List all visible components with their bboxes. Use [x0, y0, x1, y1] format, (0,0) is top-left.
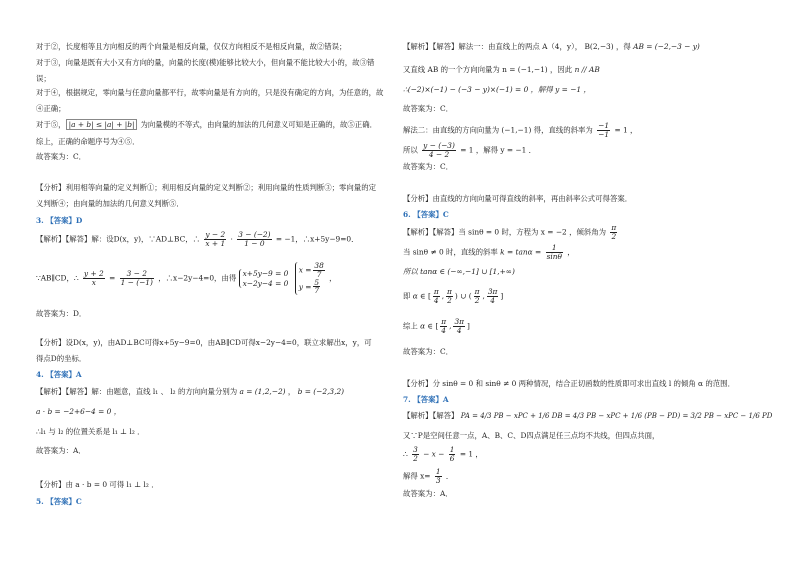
equation: x−2y−4 = 0	[242, 278, 289, 288]
text-line: 故答案为：D．	[36, 309, 87, 318]
text-line: 故答案为：C．	[403, 162, 453, 171]
analysis-line: 得点D的坐标．	[36, 354, 87, 363]
text-segment: = 1 ，	[459, 449, 483, 459]
text-line: 误；	[36, 74, 51, 83]
fraction	[412, 446, 419, 463]
solution-line	[403, 224, 619, 241]
interval: [ $\frac{\pi}{4}$ , $\frac{3\pi}{4}$ ]	[435, 317, 470, 335]
vector-expression: AB = (−2,−3 − y)	[633, 42, 700, 51]
parallel-expression: n // AB	[574, 65, 600, 74]
denominator: 2	[447, 295, 452, 305]
fraction	[83, 270, 105, 287]
text-segment: 解法二：由直线的方向向量为 (−1,−1) 得，直线的斜率为	[403, 125, 593, 135]
text-line: 故答案为：C．	[36, 152, 86, 161]
answer-heading: 5. 【答案】C	[36, 497, 82, 506]
numerator: 3 − (−2)	[238, 230, 271, 239]
denominator: x	[91, 278, 96, 288]
denominator: x + 1	[205, 238, 226, 248]
denominator: 4	[456, 325, 462, 335]
solution-line	[403, 446, 483, 463]
denominator: 4	[433, 295, 439, 305]
denominator: 1 − 0	[244, 238, 265, 248]
denominator: 2	[413, 453, 418, 463]
numerator: π	[447, 287, 452, 296]
text-segment: = 1 ，解得 y = −1 ．	[460, 145, 537, 155]
text-segment: 【解析】【解答】	[403, 411, 459, 420]
equation-system	[239, 269, 289, 288]
fraction	[313, 262, 324, 279]
solution-line: ∴l₁ 与 l₂ 的位置关系是 l₁ ⊥ l₂ ．	[36, 427, 145, 436]
denominator: 4 − 2	[428, 149, 450, 159]
vector-inequality: |a + b| ≤ |a| + |b|	[66, 119, 138, 130]
fraction	[422, 142, 456, 159]
denominator: −1	[598, 129, 610, 139]
text-segment: 当 sinθ ≠ 0 时，直线的斜率	[403, 247, 498, 257]
text-line: 综上，正确的命题序号为④⑤．	[36, 137, 140, 146]
denominator: 7	[316, 269, 322, 279]
vector-b: b = (−2,3,2)	[297, 387, 345, 396]
union-sign: ∪	[460, 291, 467, 301]
fraction	[453, 318, 465, 335]
solution-line	[403, 43, 700, 52]
text-segment: 又直线 AB 的一个方向向量为 n = (−1,−1) ，因此	[403, 65, 573, 74]
text-segment: 即	[403, 291, 411, 301]
denominator: 1 − (−1)	[120, 278, 153, 288]
analysis-line: 义判断④；由向量的加法的几何意义判断⑤．	[36, 199, 184, 208]
analysis-line: 【分析】由 a · b = 0 可得 l₁ ⊥ l₂ ．	[36, 480, 159, 489]
fraction	[435, 468, 442, 485]
fraction	[446, 288, 453, 305]
solution-line	[403, 468, 453, 485]
denominator: 6	[449, 453, 455, 463]
fraction	[610, 224, 617, 241]
text-line: 故答案为：A．	[403, 489, 453, 498]
text-segment: 【解析】【解答】解：设D(x，y)，∵AD⊥BC，∴	[36, 234, 201, 244]
text-segment: 解得 x=	[403, 471, 431, 481]
equals-sign: =	[109, 273, 116, 283]
numerator: y − 2	[205, 230, 226, 239]
vector-a: a = (1,2,−2)	[239, 387, 286, 396]
numerator: 38	[314, 261, 324, 270]
numerator: 5	[314, 277, 320, 287]
denominator: sinθ	[546, 251, 562, 261]
numerator: 3 − 2	[120, 270, 154, 279]
numerator: 1	[546, 244, 563, 253]
text-line: 又∵P是空间任意一点，A、B、C、D四点满足任三点均不共线，但四点共面，	[403, 431, 660, 440]
text-segment: 为向量模的不等式，由向量的加法的几何意义可知是正确的，故⑤正确．	[140, 120, 377, 129]
analysis-line: 【分析】利用相等向量的定义判断①；利用相反向量的定义判断②；利用向量的性质判断③；零向量的定	[36, 183, 376, 192]
text-line: 对于③，向量是既有大小又有方向的量，向量的长度(模)能够比较大小，但向量不能比较大小的，故③错	[36, 58, 375, 67]
denominator: 7	[314, 286, 320, 296]
text-line: 对于②，长度相等且方向相反的两个向量是相反向量，仅仅方向相反不是相反向量，故②错误；	[36, 42, 347, 51]
numerator: 1	[435, 467, 441, 476]
text-segment: ，∴x−2y−4=0，由得	[158, 273, 237, 283]
fraction	[237, 231, 271, 248]
analysis-line: 【分析】分 sinθ = 0 和 sinθ ≠ 0 两种情况，结合正切函数的性质即可求出直线 l 的倾角 α 的范围．	[403, 379, 735, 388]
analysis-line: 【分析】设D(x，y)，由AD⊥BC可得x+5y−9=0，由AB∥CD可得x−2y−4=0，联立求解出x，y，可	[36, 338, 372, 347]
solution-line: 【解析】【解答】解：由题意，直线 l₁ 、 l₂ 的方向向量分别为 a = (1,2,−2) ， b = (−2,3,2)	[36, 387, 345, 396]
solution-line	[403, 66, 600, 75]
text-segment: ∴	[403, 449, 408, 459]
angle-expression: α ∈	[420, 321, 433, 331]
variable: x =	[298, 265, 312, 275]
numerator: y + 2	[83, 269, 104, 279]
text-segment: = −1，∴x+5y−9=0．	[275, 234, 359, 244]
vector-expression: PA = 4/3 PB − xPC + 1/6 DB = 4/3 PB − xPC + 1/6 (PB − PD) = 3/2 PB − xPC − 1/6 PD	[460, 412, 773, 420]
numerator: π	[433, 287, 439, 296]
analysis-line: 【分析】由直线的方向向量可得直线的斜率，再由斜率公式可得答案．	[403, 194, 633, 203]
text-line: 故答案为：C．	[403, 347, 453, 356]
numerator: π	[474, 287, 480, 296]
text-segment: 【解析】【解答】当 sinθ = 0 时，方程为 x = −2 ，倾斜角为	[403, 227, 607, 237]
denominator: 4	[490, 295, 495, 305]
denominator: 4	[441, 325, 446, 335]
solution-line: a · b = −2+6−4 = 0 ，	[36, 407, 122, 416]
text-line	[36, 121, 377, 130]
denominator: 2	[474, 295, 480, 305]
answer-heading: 6. 【答案】C	[403, 210, 449, 219]
text-segment: 【解析】【解答】解法一：由直线上的两点 A（4，y）， B(2,−3) ，得	[403, 42, 631, 51]
answer-heading: 3. 【答案】D	[36, 216, 83, 225]
fraction	[487, 288, 499, 305]
text-segment: 综上	[403, 321, 418, 331]
solution-line	[403, 122, 637, 139]
text-line: 对于④，根据规定，零向量与任意向量都平行，故零向量是有方向的，只是没有确定的方向，为任意的，故	[36, 88, 384, 97]
fraction	[204, 231, 226, 248]
slope-expression: k = tanα =	[500, 247, 542, 257]
text-segment: ，	[329, 273, 337, 283]
fraction	[474, 288, 481, 305]
equation: x+5y−9 = 0	[242, 269, 289, 279]
fraction	[313, 279, 320, 296]
solution-line	[403, 318, 470, 335]
denominator: 3	[435, 475, 441, 485]
solution-x	[299, 262, 327, 279]
solution-line	[403, 412, 772, 421]
solution-y	[299, 279, 327, 296]
fraction	[440, 318, 447, 335]
solution-line: ∴(−2)×(−1) − (−3 − y)×(−1) = 0 ，解得 y = −1 ，	[403, 85, 591, 94]
interval: [ $\frac{\pi}{4}$ , $\frac{\pi}{2}$ )	[427, 287, 458, 305]
solution-system	[295, 262, 327, 295]
text-line: 故答案为：A．	[36, 446, 86, 455]
solution-line	[36, 231, 359, 248]
text-segment: ∵AB∥CD，∴	[36, 273, 79, 283]
fraction	[546, 244, 563, 261]
solution-line	[36, 262, 337, 295]
fraction	[120, 270, 154, 287]
numerator: y − (−3)	[423, 141, 455, 150]
variable: y =	[298, 281, 312, 291]
denominator: 2	[611, 231, 617, 241]
interval: ( $\frac{\pi}{2}$ , $\frac{3\pi}{4}$ ]	[468, 287, 504, 305]
solution-line	[403, 244, 575, 261]
angle-expression: α ∈	[412, 291, 426, 301]
numerator: π	[611, 223, 617, 232]
numerator: 3π	[487, 287, 498, 296]
solution-line	[403, 142, 536, 159]
text-segment: 所以	[403, 145, 418, 155]
text-segment: − x −	[423, 449, 445, 459]
dot-operator: ·	[230, 234, 233, 244]
solution-line	[403, 288, 503, 305]
text-segment: 【解析】【解答】解：由题意，直线 l₁ 、 l₂ 的方向向量分别为	[36, 387, 238, 396]
answer-heading: 4. 【答案】A	[36, 370, 82, 379]
text-segment: ，	[567, 247, 575, 257]
text-segment: = 1 ，	[614, 125, 638, 135]
numerator: 3π	[454, 317, 464, 326]
fraction	[597, 122, 610, 139]
fraction	[449, 446, 456, 463]
numerator: π	[441, 317, 447, 326]
answer-heading: 7. 【答案】A	[403, 395, 449, 404]
text-segment: 对于⑤，	[36, 120, 66, 129]
numerator: −1	[598, 121, 610, 130]
solution-line: 所以 tanα ∈ (−∞,−1] ∪ [1,+∞)	[403, 267, 515, 276]
numerator: 3	[413, 445, 418, 454]
text-segment: ．	[445, 471, 454, 481]
fraction	[433, 288, 440, 305]
text-line: ④正确；	[36, 104, 66, 113]
text-line: 故答案为：C．	[403, 104, 453, 113]
numerator: 1	[449, 445, 455, 454]
